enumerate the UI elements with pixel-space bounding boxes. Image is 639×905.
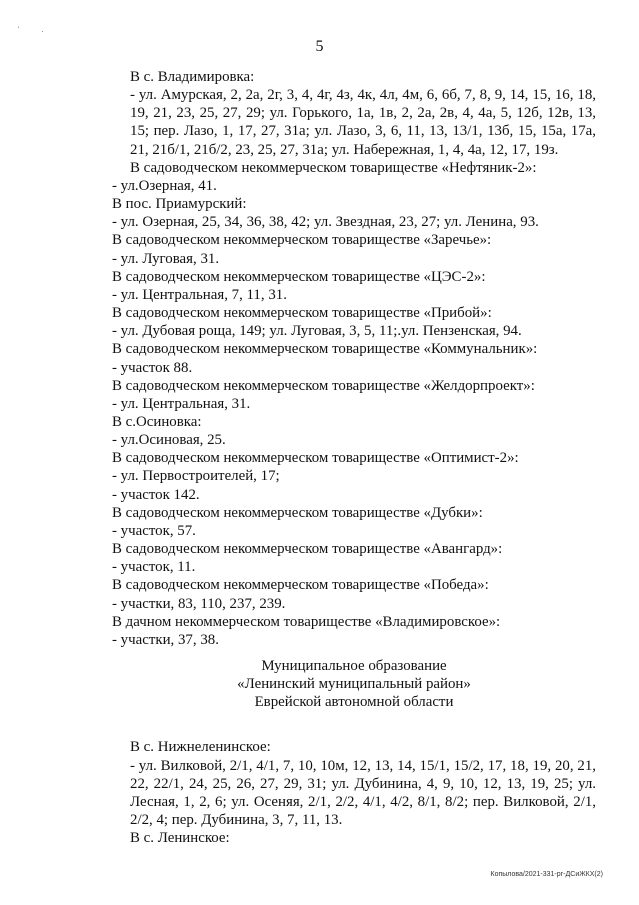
address-list: - ул. Вилковой, 2/1, 4/1, 7, 10, 10м, 12, 13, 14, 15/1, 15/2, 17, 18, 19, 20, 21, 22, 22/1, 24, 25, 26, 27, 29, 31; ул. Дубинина, 4, 9, 10, 12, 13, 19, 25; ул. Лесная, 1, 2, 6; ул. Осеняя, 2/1, 2/2, 4/1, 4/2, 8/1, 8/2; пер. Вилковой, 2/1, 2/2, 4; пер. Дубинина, 3, 7, 11, 13.	[130, 757, 596, 829]
partnership-heading: В садоводческом некоммерческом товариществе «Дубки»:	[112, 504, 483, 521]
document-reference-footer: Копылова/2021-331-рг-ДСиЖКХ(2)	[490, 871, 603, 878]
settlement-heading: В с. Владимировка:	[130, 69, 255, 85]
address-list: - ул.Озерная, 41.	[112, 177, 217, 194]
address-list: - ул.Осиновая, 25.	[112, 432, 226, 449]
settlement-heading: В пос. Приамурский:	[112, 196, 247, 213]
settlement-heading: В с. Нижнеленинское:	[130, 739, 271, 756]
address-list: - участки, 83, 110, 237, 239.	[112, 595, 286, 612]
partnership-heading: В садоводческом некоммерческом товариществе «Авангард»:	[112, 541, 503, 558]
address-list: - участок, 57.	[112, 522, 196, 539]
address-list: - участок 142.	[112, 486, 200, 503]
partnership-heading: В садоводческом некоммерческом товариществе «Коммунальник»:	[112, 341, 538, 358]
partnership-heading: В садоводческом некоммерческом товариществе «Нефтяник-2»:	[130, 159, 537, 176]
municipality-title-line: «Ленинский муниципальный район»	[237, 676, 471, 693]
page-number: 5	[315, 38, 324, 55]
municipality-heading	[112, 657, 596, 711]
partnership-heading: В садоводческом некоммерческом товариществе «Оптимист-2»:	[112, 450, 519, 467]
address-list: - ул. Луговая, 31.	[112, 250, 220, 267]
partnership-heading: В садоводческом некоммерческом товариществе «Победа»:	[112, 577, 489, 594]
partnership-heading: В садоводческом некоммерческом товариществе «ЦЭС-2»:	[112, 268, 486, 285]
address-list: - ул. Дубовая роща, 149; ул. Луговая, 3, 5, 11;.ул. Пензенская, 94.	[112, 323, 522, 340]
address-list: - ул. Центральная, 31.	[112, 395, 251, 412]
address-list: - участок 88.	[112, 359, 193, 376]
municipality-title-line: Еврейской автономной области	[254, 694, 454, 711]
address-list: - ул. Первостроителей, 17;	[112, 468, 280, 485]
municipality-title-line: Муниципальное образование	[261, 658, 447, 674]
partnership-heading: В дачном некоммерческом товариществе «Владимировское»:	[112, 613, 501, 630]
settlement-heading: В с. Ленинское:	[130, 830, 230, 847]
partnership-heading: В садоводческом некоммерческом товариществе «Прибой»:	[112, 305, 492, 322]
partnership-heading: В садоводческом некоммерческом товариществе «Заречье»:	[112, 232, 492, 249]
address-list: - ул. Амурская, 2, 2а, 2г, 3, 4, 4г, 4з, 4к, 4л, 4м, 6, 6б, 7, 8, 9, 14, 15, 16, 18, 19, 21, 23, 25, 27, 29; ул. Горького, 1а, 1в, 2, 2а, 2в, 4, 4а, 5, 12б, 12в, 13, 15; пер. Лазо, 1, 17, 27, 31а; ул. Лазо, 3, 6, 11, 13, 13/1, 13б, 15, 15а, 17а, 21, 21б/1, 21б/2, 23, 25, 27, 31а; ул. Набережная, 1, 4, 4а, 12, 17, 19з.	[130, 87, 596, 158]
address-list: - участок, 11.	[112, 559, 196, 576]
partnership-heading: В садоводческом некоммерческом товариществе «Желдорпроект»:	[112, 377, 535, 394]
address-list: - ул. Центральная, 7, 11, 31.	[112, 286, 287, 303]
address-list: - ул. Озерная, 25, 34, 36, 38, 42; ул. Звездная, 23, 27; ул. Ленина, 93.	[112, 214, 539, 231]
settlement-heading: В с.Осиновка:	[112, 413, 202, 430]
scan-specks: ' .	[18, 25, 54, 34]
document-body	[112, 68, 596, 847]
address-list: - участки, 37, 38.	[112, 631, 219, 648]
